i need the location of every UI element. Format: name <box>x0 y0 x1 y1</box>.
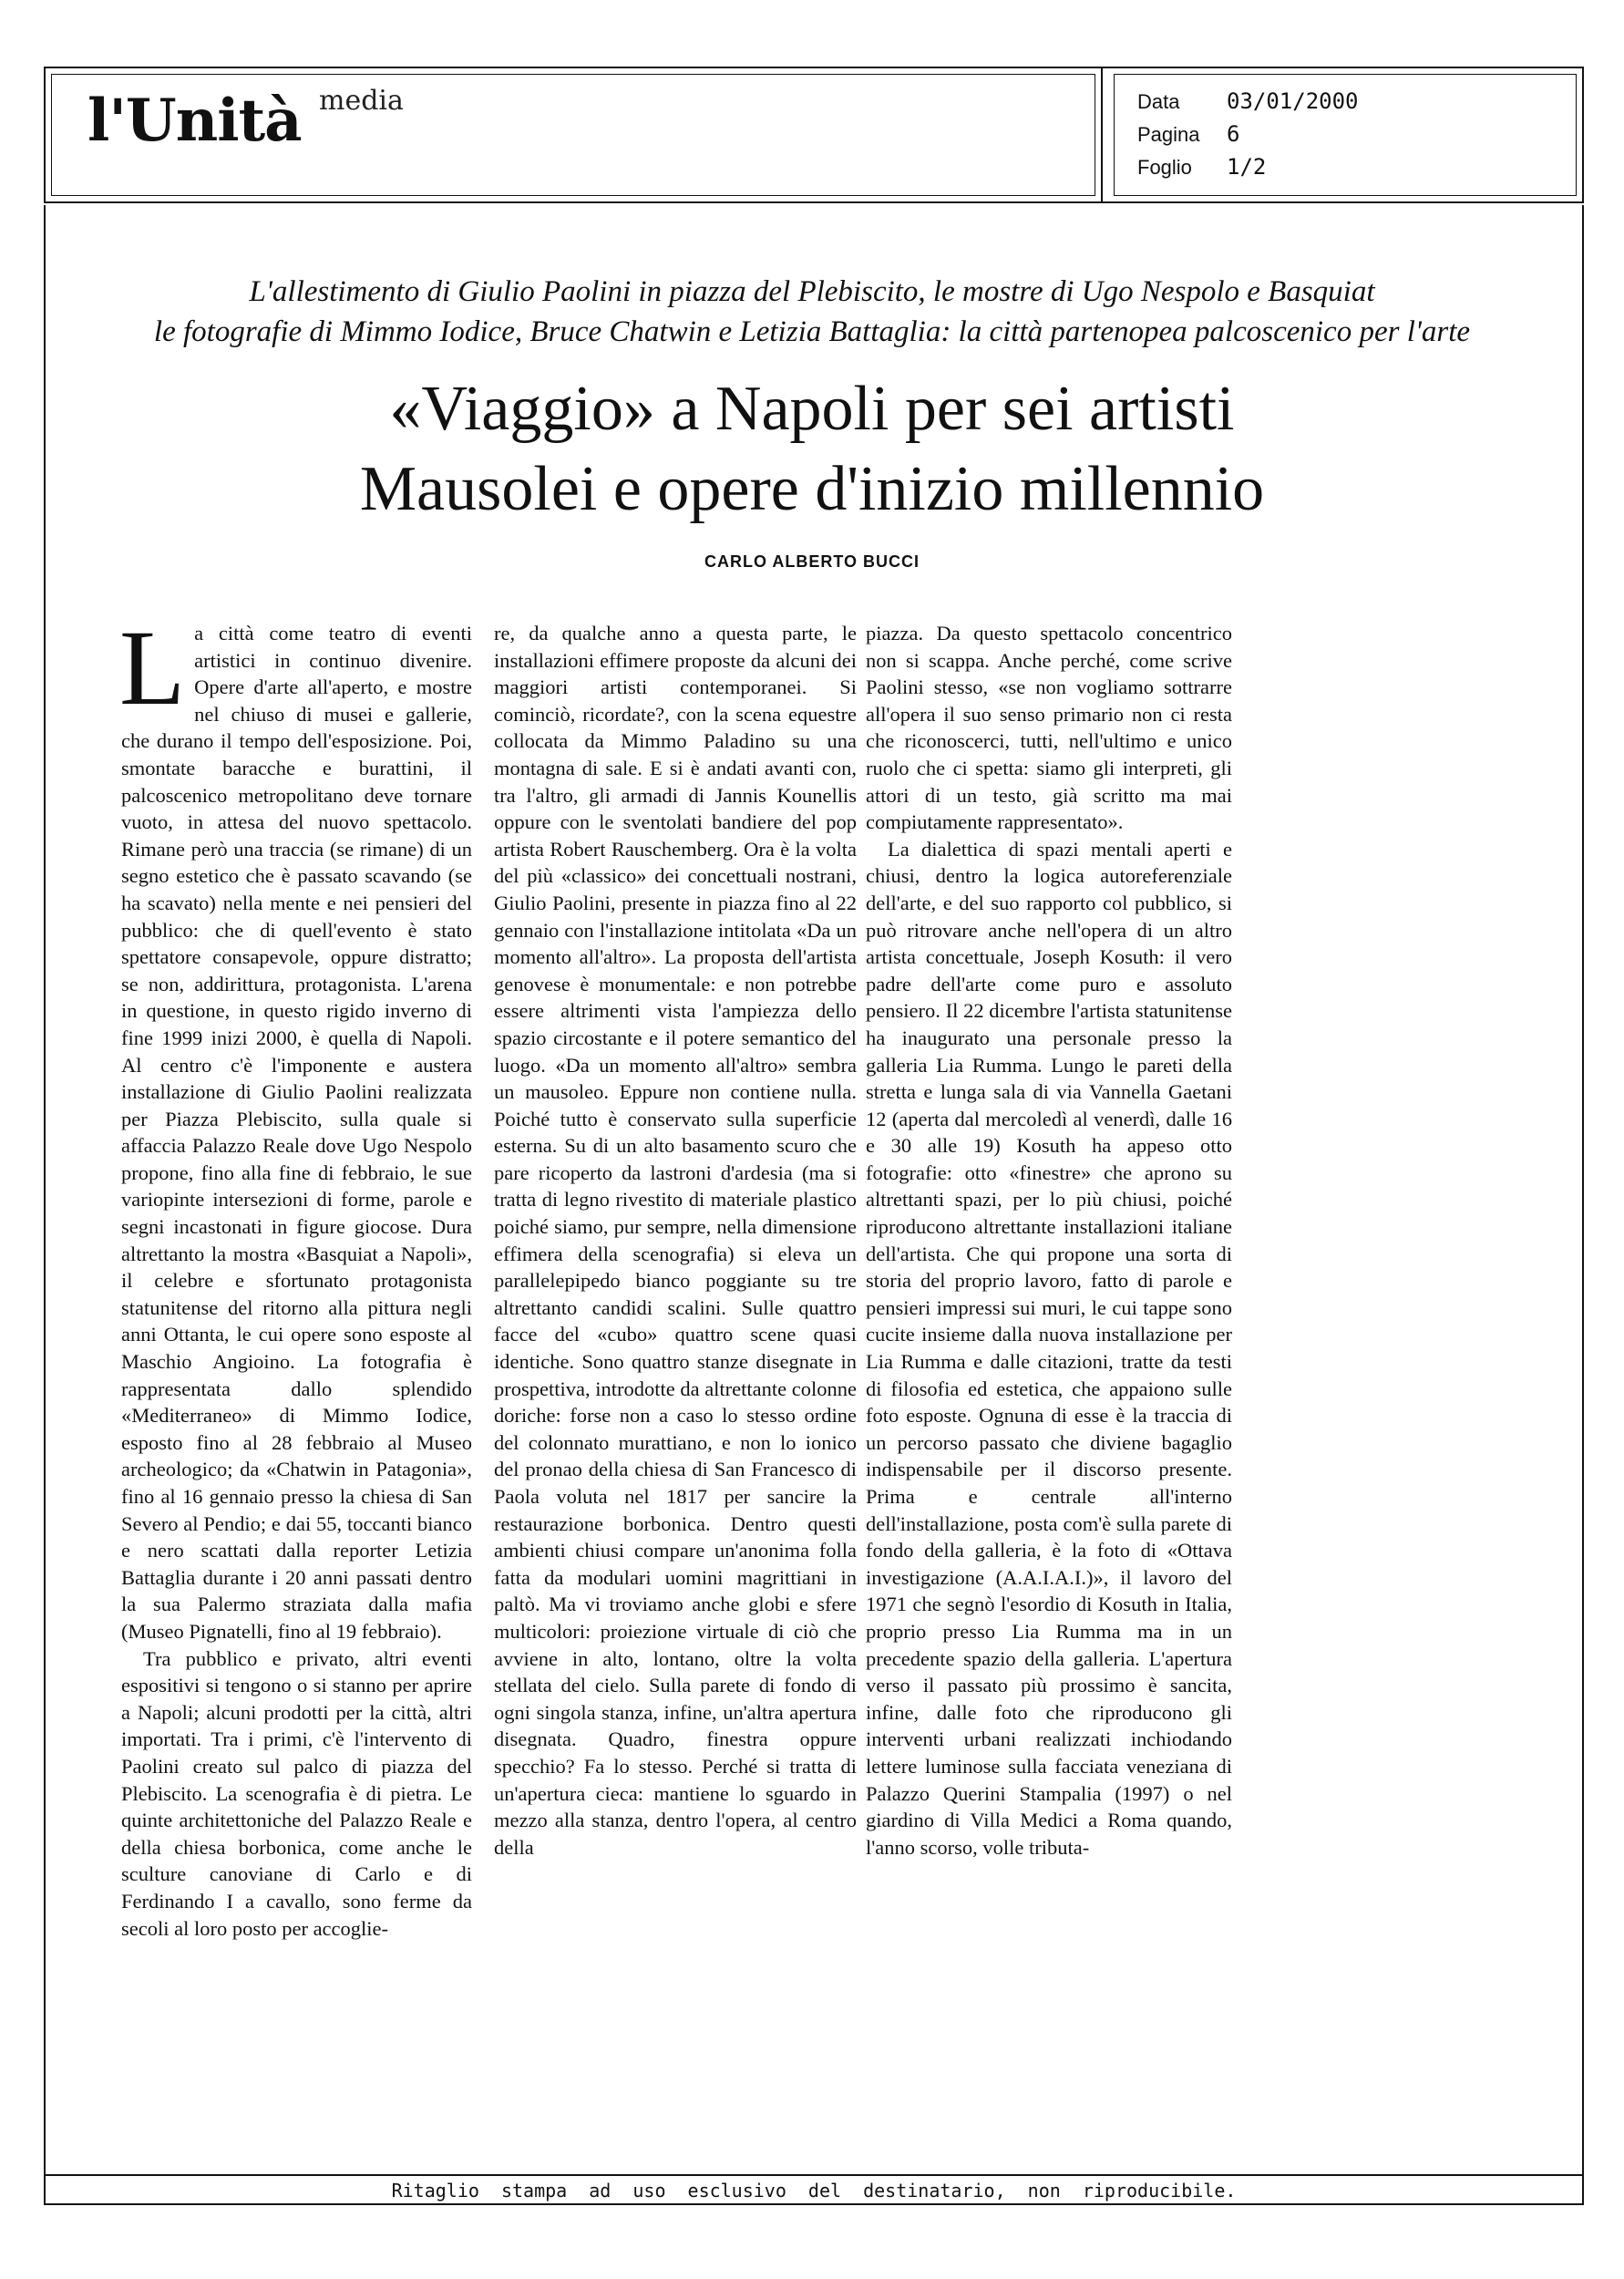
article-column-2 <box>494 620 857 1861</box>
footer-disclaimer: Ritaglio stampa ad uso esclusivo del destinatario, non riproducibile. <box>391 2180 1237 2202</box>
meta-date <box>1137 88 1359 114</box>
headline-line-2: Mausolei e opere d'inizio millennio <box>359 454 1265 524</box>
newspaper-logo-sub: media <box>319 85 404 117</box>
newspaper-logo: l'Unità <box>87 87 302 155</box>
column-2-paragraph-1: re, da qualche anno a questa parte, le installazioni effimere proposte da alcuni dei maggiori artisti contemporanei. Si cominciò, ricordate?, con la scena equestre collocata da Mimmo Paladino su una montagna di sale. E si è andati avanti con, tra l'altro, gli armadi di Jannis Kounellis oppure con le sventolati bandiere del pop artista Robert Rauschemberg. Ora è la volta del più «classico» dei concettuali nostrani, Giulio Paolini, presente in piazza fino al 22 gennaio con l'installazione intitolata «Da un momento all'altro». La proposta dell'artista genovese è monumentale: e non potrebbe essere altrimenti vista l'ampiezza dello spazio circostante e il potere semantico del luogo. «Da un momento all'altro» sembra un mausoleo. Eppure non contiene nulla. Poiché tutto è conservato sulla superficie esterna. Su di un alto basamento scuro che pare ricoperto da lastroni d'ardesia (ma si tratta di legno rivestito di materiale plastico poiché siamo, pur sempre, nella dimensione effimera della scenografia) si eleva un parallelepipedo bianco poggiante su tre altrettanto candidi scalini. Sulle quattro facce del «cubo» quattro scene quasi identiche. Sono quattro stanze disegnate in prospettiva, introdotte da altrettante colonne doriche: forse non a caso lo stesso ordine del colonnato murattiano, e non lo ionico del pronao della chiesa di San Francesco di Paola voluta nel 1817 per sancire la restaurazione borbonica. Dentro questi ambienti chiusi compare un'anonima folla fatta da modulari uomini magrittiani in paltò. Ma vi troviamo anche globi e sfere multicolori: proiezione virtuale di ciò che avviene in alto, lontano, oltre la volta stellata del cielo. Sulla parete di fondo di ogni singola stanza, infine, un'altra apertura disegnata. Quadro, finestra oppure specchio? Fa lo stesso. Perché si tratta di un'apertura cieca: mantiene lo sguardo in mezzo alla stanza, dentro l'opera, al centro della <box>494 622 857 1859</box>
meta-sheet-value: 1/2 <box>1227 154 1267 180</box>
meta-sheet <box>1137 154 1266 180</box>
drop-cap: L <box>119 608 186 727</box>
article-kicker <box>0 272 1624 352</box>
kicker-line-1: L'allestimento di Giulio Paolini in piazza del Plebiscito, le mostre di Ugo Nespolo e Basquiat <box>249 275 1375 308</box>
meta-date-label: Data <box>1137 90 1180 113</box>
article-column-3 <box>866 620 1232 1861</box>
column-3-paragraph-1: piazza. Da questo spettacolo concentrico non si scappa. Anche perché, come scrive Paolini stesso, «se non vogliamo sottrarre all'opera il suo senso primario non ci resta che riconoscerci, tutti, nell'ultimo e unico ruolo che ci spetta: siamo gli interpreti, gli attori di un testo, già scritto ma mai compiutamente rappresentato». <box>866 622 1232 834</box>
article-headline <box>0 369 1624 530</box>
meta-page-label: Pagina <box>1137 123 1200 146</box>
column-1-paragraph-1 <box>119 608 472 1645</box>
meta-page <box>1137 121 1239 147</box>
masthead <box>44 67 1584 203</box>
column-3-paragraph-2: La dialettica di spazi mentali aperti e chiusi, dentro la logica autoreferenziale dell'arte, e del suo rapporto col pubblico, si può ritrovare anche nell'opera di un altro artista concettuale, Joseph Kosuth: il vero padre dell'arte come puro e assoluto pensiero. Il 22 dicembre l'artista statunitense ha inaugurato una personale presso la galleria Lia Rumma. Lungo le pareti della stretta e lunga sala di via Vannella Gaetani 12 (aperta dal mercoledì al venerdì, dalle 16 e 30 alle 19) Kosuth ha appeso otto fotografie: otto «finestre» che aprono su altrettanti spazi, per lo più chiusi, poiché riproducono altrettante installazioni italiane dell'artista. Che qui propone una sorta di storia del proprio lavoro, fatto di parole e pensieri impressi sui muri, le cui tappe sono cucite insieme dalla nuova installazione per Lia Rumma e dalle citazioni, tratte da testi di filosofia ed estetica, che appaiono sulle foto esposte. Ognuna di esse è la traccia di un percorso passato che diviene bagaglio indispensabile per il discorso presente. Prima e centrale all'interno dell'installazione, posta com'è sulla parete di fondo della galleria, è la foto di «Ottava investigazione (A.A.I.A.I.)», il lavoro del 1971 che segnò l'esordio di Kosuth in Italia, proprio presso Lia Rumma ma in un precedente spazio della galleria. L'apertura verso il passato più prossimo è sancita, infine, dalle foto che riproducono gli interventi urbani realizzati inchiodando lettere luminose sulla facciata veneziana di Palazzo Querini Stampalia (1997) o nel giardino di Villa Medici a Roma quando, l'anno scorso, volle tributa- <box>866 837 1232 1859</box>
meta-sheet-label: Foglio <box>1137 156 1192 179</box>
kicker-line-2: le fotografie di Mimmo Iodice, Bruce Chatwin e Letizia Battaglia: la città partenopea palcoscenico per l'arte <box>153 315 1471 348</box>
article-byline: CARLO ALBERTO BUCCI <box>704 552 920 571</box>
headline-line-1: «Viaggio» a Napoli per sei artisti <box>389 374 1235 444</box>
meta-page-value: 6 <box>1227 121 1240 147</box>
column-1-paragraph-1-text: a città come teatro di eventi artistici in continuo divenire. Opere d'arte all'aperto, e mostre nel chiuso di musei e gallerie, che durano il tempo dell'esposizione. Poi, smontate baracche e burattini, il palcoscenico metropolitano deve tornare vuoto, in attesa del nuovo spettacolo. Rimane però una traccia (se rimane) di un segno estetico che è passato scavando (se ha scavato) nella mente e nei pensieri del pubblico: che di quell'evento è stato spettatore consapevole, oppure distratto; se non, addirittura, protagonista. L'arena in questione, in questo rigido inverno di fine 1999 inizi 2000, è quella di Napoli. Al centro c'è l'imponente e austera installazione di Giulio Paolini realizzata per Piazza Plebiscito, sulla quale si affaccia Palazzo Reale dove Ugo Nespolo propone, fino alla fine di febbraio, le sue variopinte intersezioni di forme, parole e segni incastonati in figure giocose. Dura altrettanto la mostra «Basquiat a Napoli», il celebre e sfortunato protagonista statunitense del ritorno alla pittura negli anni Ottanta, le cui opere sono esposte al Maschio Angioino. La fotografia è rappresentata dallo splendido «Mediterraneo» di Mimmo Iodice, esposto fino al 28 febbraio al Museo archeologico; da «Chatwin in Patagonia», fino al 16 gennaio presso la chiesa di San Severo al Pendio; e dai 55, toccanti bianco e nero scattati dalla reporter Letizia Battaglia durante i 20 anni passati dentro la sua Palermo straziata dalla mafia (Museo Pignatelli, fino al 19 febbraio). <box>121 622 472 1643</box>
masthead-logo-panel <box>46 68 1103 201</box>
article-column-1 <box>119 608 472 1942</box>
meta-date-value: 03/01/2000 <box>1227 88 1359 114</box>
clipping-meta-panel <box>1108 68 1582 201</box>
clipping-footer <box>44 2174 1584 2205</box>
column-1-paragraph-2: Tra pubblico e privato, altri eventi espositivi si tengono o si stanno per aprire a Napoli; alcuni prodotti per la città, altri importati. Tra i primi, c'è l'intervento di Paolini creato sul palco di piazza del Plebiscito. La scenografia è di pietra. Le quinte architettoniche del Palazzo Reale e della chiesa borbonica, come anche le sculture canoviane di Carlo e di Ferdinando I a cavallo, sono ferme da secoli al loro posto per accoglie- <box>121 1646 472 1940</box>
